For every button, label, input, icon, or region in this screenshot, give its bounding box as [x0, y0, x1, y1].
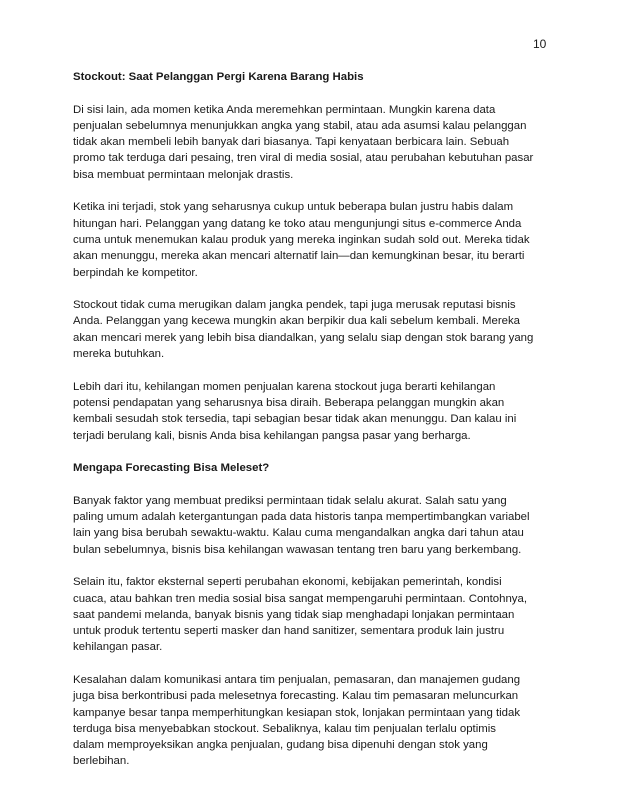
section-heading: Mengapa Forecasting Bisa Meleset?: [73, 462, 270, 475]
paragraph: [73, 574, 551, 655]
page-number: 10: [533, 37, 547, 51]
paragraph: [73, 297, 551, 362]
text-line: Lebih dari itu, kehilangan momen penjualan karena stockout juga berarti kehilangan: [73, 380, 496, 393]
document-body: [73, 69, 551, 770]
text-line: promo tak terduga dari pesaing, tren viral di media sosial, atau perubahan kebutuhan pasar: [73, 152, 534, 165]
paragraph: [73, 493, 551, 558]
text-line: terjadi berulang kali, bisnis Anda bisa kehilangan pangsa pasar yang berharga.: [73, 429, 471, 442]
paragraph: [73, 672, 551, 770]
text-line: bulan sebelumnya, bisnis bisa kehilangan wawasan tentang tren baru yang berkembang.: [73, 543, 522, 556]
text-line: berlebihan.: [73, 755, 130, 768]
text-line: tidak akan membeli lebih banyak dari biasanya. Tapi kenyataan berbicara lain. Sebuah: [73, 136, 510, 149]
text-line: kampanye besar tanpa memperhitungkan kesiapan stok, lonjakan permintaan yang tidak: [73, 706, 521, 719]
text-line: saat pandemi melanda, banyak bisnis yang tidak siap menghadapi lonjakan permintaan: [73, 608, 515, 621]
text-line: akan mencari merek yang lebih bisa diandalkan, yang selalu siap dengan stok barang yang: [73, 331, 534, 344]
paragraph: [73, 199, 551, 280]
text-line: bisa membuat permintaan melonjak drastis.: [73, 168, 294, 181]
paragraph: [73, 379, 551, 444]
section-forecasting: [73, 460, 551, 770]
text-line: untuk produk tertentu seperti masker dan hand sanitizer, sementara produk lain justru: [73, 625, 505, 638]
text-line: berpindah ke kompetitor.: [73, 266, 198, 279]
text-line: Banyak faktor yang membuat prediksi permintaan tidak selalu akurat. Salah satu yang: [73, 494, 507, 507]
text-line: lain yang bisa berubah sewaktu-waktu. Kalau cuma mengandalkan angka dari tahun atau: [73, 527, 524, 540]
paragraph: [73, 102, 551, 183]
text-line: Anda. Pelanggan yang kecewa mungkin akan berpikir dua kali sebelum kembali. Mereka: [73, 315, 521, 328]
text-line: kembali sesudah stok tersedia, tapi sebagian besar tidak akan menunggu. Dan kalau ini: [73, 413, 517, 426]
text-line: potensi pendapatan yang seharusnya bisa diraih. Beberapa pelanggan mungkin akan: [73, 396, 505, 409]
text-line: kehilangan pasar.: [73, 641, 163, 654]
section-heading: Stockout: Saat Pelanggan Pergi Karena Barang Habis: [73, 71, 364, 83]
text-line: Selain itu, faktor eksternal seperti perubahan ekonomi, kebijakan pemerintah, kondisi: [73, 576, 502, 589]
text-line: mereka butuhkan.: [73, 348, 165, 361]
text-line: Di sisi lain, ada momen ketika Anda meremehkan permintaan. Mungkin karena data: [73, 103, 496, 116]
text-line: cuma untuk menemukan kalau produk yang mereka inginkan sudah sold out. Mereka tidak: [73, 233, 530, 246]
text-line: paling umum adalah ketergantungan pada data historis tanpa mempertimbangkan variabel: [73, 511, 530, 524]
text-line: terduga bisa menyebabkan stockout. Sebaliknya, kalau tim penjualan terlalu optimis: [73, 722, 496, 735]
text-line: hitungan hari. Pelanggan yang datang ke toko atau mengunjungi situs e-commerce Anda: [73, 217, 522, 230]
text-line: juga bisa berkontribusi pada melesetnya forecasting. Kalau tim pemasaran meluncurkan: [73, 690, 519, 703]
text-line: Stockout tidak cuma merugikan dalam jangka pendek, tapi juga merusak reputasi bisnis: [73, 299, 516, 312]
text-line: cuaca, atau bahkan tren media sosial bisa sangat mempengaruhi permintaan. Contohnya,: [73, 592, 528, 605]
text-line: Ketika ini terjadi, stok yang seharusnya cukup untuk beberapa bulan justru habis dalam: [73, 201, 514, 214]
text-line: Kesalahan dalam komunikasi antara tim penjualan, pemasaran, dan manajemen gudang: [73, 673, 521, 686]
section-stockout: [73, 69, 551, 460]
text-line: dalam memproyeksikan angka penjualan, gudang bisa dipenuhi dengan stok yang: [73, 739, 488, 752]
text-line: akan menunggu, mereka akan mencari alternatif lain—dan kemungkinan besar, itu berarti: [73, 250, 525, 263]
text-line: penjualan sebelumnya menunjukkan angka yang stabil, atau ada asumsi kalau pelanggan: [73, 119, 527, 132]
